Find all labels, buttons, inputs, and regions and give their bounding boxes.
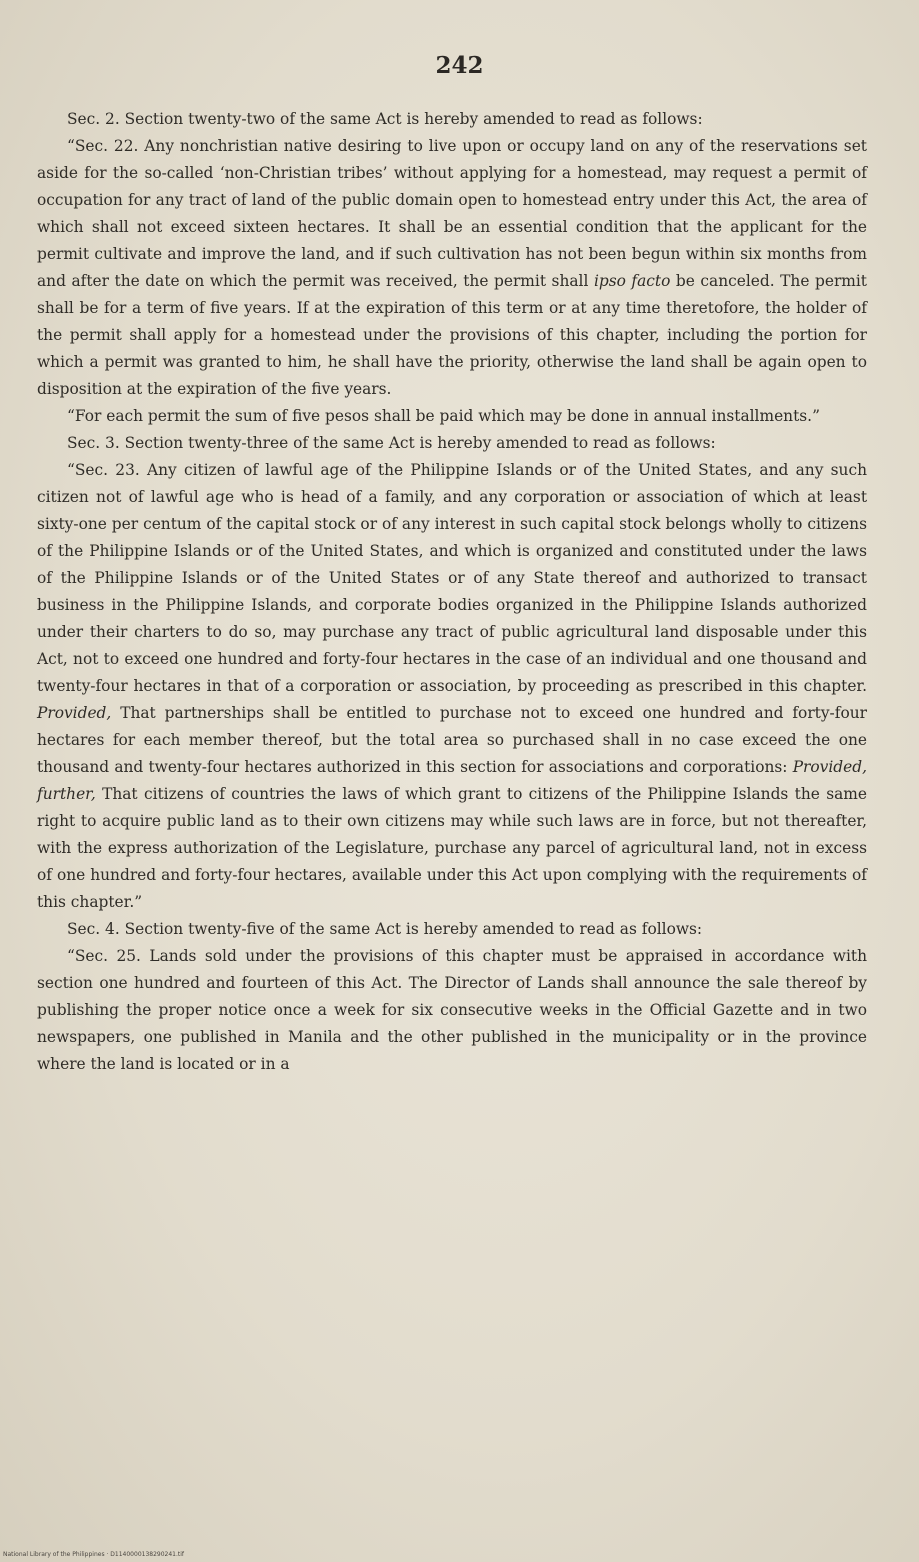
paragraph: [37, 403, 867, 430]
paragraph: [37, 430, 867, 457]
text-run: Sec. 3. Section twenty-three of the same Act is hereby amended to read as follows:: [67, 434, 716, 452]
paragraph: [37, 916, 867, 943]
archive-stamp: National Library of the Philippines · D1140000138290241.tif: [3, 1551, 185, 1558]
text-run: Sec. 2. Section twenty-two of the same Act is hereby amended to read as follows:: [67, 110, 703, 128]
text-run: Sec. 4. Section twenty-five of the same Act is hereby amended to read as follows:: [67, 920, 703, 938]
text-run: “Sec. 23. Any citizen of lawful age of the Philippine Islands or of the United States, and any such citizen not of lawful age who is head of a family, and any corporation or association of which at least sixty-one per centum of the capital stock or of any interest in such capital stock belongs wholly to citizens of the Philippine Islands or of the United States, and which is organized and constituted under the laws of the Philippine Islands or of the United States or of any State thereof and authorized to transact business in the Philippine Islands, and corporate bodies organized in the Philippine Islands authorized under their charters to do so, may purchase any tract of public agricultural land disposable under this Act, not to exceed one hundred and forty-four hectares in the case of an individual and one thousand and twenty-four hectares in that of a corporation or association, by proceeding as prescribed in this chapter.: [37, 461, 867, 695]
italic-text: Provided, further,: [37, 758, 867, 803]
body-text: [37, 106, 867, 1078]
text-run: be canceled. The permit shall be for a term of five years. If at the expiration of this term or at any time theretofore, the holder of the permit shall apply for a homestead under the provisions of this chapter, including the portion for which a permit was granted to him, he shall have the priority, otherwise the land shall be again open to disposition at the expiration of the five years.: [37, 272, 867, 398]
text-run: “For each permit the sum of five pesos shall be paid which may be done in annual installments.”: [67, 407, 820, 425]
text-run: “Sec. 22. Any nonchristian native desiring to live upon or occupy land on any of the reservations set aside for the so-called ‘non-Christian tribes’ without applying for a homestead, may request a permit of occupation for any tract of land of the public domain open to homestead entry under this Act, the area of which shall not exceed sixteen hectares. It shall be an essential condition that the applicant for the permit cultivate and improve the land, and if such cultivation has not been begun within six months from and after the date on which the permit was received, the permit shall: [37, 137, 867, 290]
italic-text: Provided,: [37, 704, 112, 722]
text-run: That partnerships shall be entitled to purchase not to exceed one hundred and forty-four hectares for each member thereof, but the total area so purchased shall in no case exceed the one thousand and twenty-four hectares authorized in this section for associations and corporations:: [37, 704, 867, 776]
paragraph: [37, 133, 867, 403]
page-number: 242: [435, 52, 484, 79]
paragraph: [37, 943, 867, 1078]
italic-text: ipso facto: [593, 272, 671, 290]
paragraph: [37, 457, 867, 916]
paragraph: [37, 106, 867, 133]
text-run: “Sec. 25. Lands sold under the provisions of this chapter must be appraised in accordance with section one hundred and fourteen of this Act. The Director of Lands shall announce the sale thereof by publishing the proper notice once a week for six consecutive weeks in the Official Gazette and in two newspapers, one published in Manila and the other published in the municipality or in the province where the land is located or in a: [37, 947, 867, 1073]
text-run: That citizens of countries the laws of which grant to citizens of the Philippine Islands the same right to acquire public land as to their own citizens may while such laws are in force, but not thereafter, with the express authorization of the Legislature, purchase any parcel of agricultural land, not in excess of one hundred and forty-four hectares, available under this Act upon complying with the requirements of this chapter.”: [37, 785, 867, 911]
